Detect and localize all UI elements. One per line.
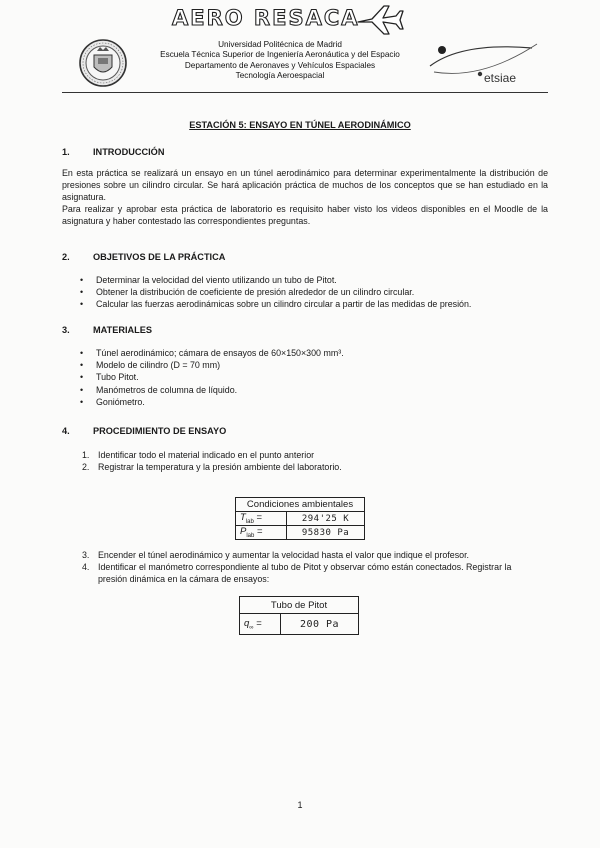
- university-name: Universidad Politécnica de Madrid: [218, 40, 342, 49]
- list-item: [82, 561, 542, 585]
- list-item: • Túnel aerodinámico; cámara de ensayos de 60×150×300 mm³.: [80, 347, 344, 359]
- pitot-table: [239, 596, 359, 635]
- step-number: 3.: [82, 550, 90, 560]
- step-number: 2.: [82, 462, 90, 473]
- pressure-value: 95830 Pa: [287, 526, 365, 540]
- section-number: 3.: [62, 325, 70, 335]
- step-text: Identificar el manómetro correspondiente al tubo de Pitot y observar cómo están conectados. Registrar la presión dinámica en la cámara de ensayos:: [98, 562, 512, 585]
- section-title: MATERIALES: [93, 325, 153, 335]
- section-title: INTRODUCCIÓN: [93, 147, 165, 157]
- list-item: [82, 549, 542, 561]
- row-label: $P_{lab}$ =: [236, 526, 287, 540]
- upm-seal-logo: [78, 37, 128, 89]
- header-divider: [62, 92, 548, 93]
- list-item: • Calcular las fuerzas aerodinámicas sobre un cilindro circular a partir de las medidas de presión.: [80, 298, 471, 310]
- document-title: ESTACIÓN 5: ENSAYO EN TÚNEL AERODINÁMICO: [189, 120, 411, 130]
- institution-header: [130, 40, 430, 82]
- objectives-list: [80, 274, 471, 311]
- step-text: Registrar la temperatura y la presión ambiente del laboratorio.: [98, 462, 342, 473]
- airplane-icon: [354, 2, 404, 38]
- step-text: Encender el túnel aerodinámico y aumentar la velocidad hasta el valor que indique el profesor.: [98, 550, 470, 560]
- materials-list: [80, 347, 344, 408]
- watermark-title: AERO RESACA: [172, 6, 360, 30]
- list-item: • Goniómetro.: [80, 396, 344, 408]
- list-item: [82, 461, 542, 473]
- row-label: $q_\infty$ =: [240, 614, 281, 635]
- step-number: 4.: [82, 562, 90, 573]
- page-number: 1: [297, 800, 303, 810]
- section-title: PROCEDIMIENTO DE ENSAYO: [93, 426, 227, 436]
- list-item: • Manómetros de columna de líquido.: [80, 384, 344, 396]
- list-item: • Modelo de cilindro (D = 70 mm): [80, 359, 344, 371]
- list-item: • Determinar la velocidad del viento utilizando un tubo de Pitot.: [80, 274, 471, 286]
- intro-paragraph: En esta práctica se realizará un ensayo en un túnel aerodinámico para determinar experimentalmente la distribución de presiones sobre un cilindro circular. Se hará aplicación práctica de muchos de los conceptos que se han estudiado en la asignatura.: [62, 168, 548, 203]
- temperature-value: 294'25 K: [287, 512, 365, 526]
- table-row: [236, 526, 365, 540]
- step-text: Identificar todo el material indicado en el punto anterior: [98, 450, 315, 460]
- procedure-steps-2: [82, 549, 542, 586]
- procedure-steps-1: [82, 449, 542, 473]
- section-number: 2.: [62, 252, 70, 262]
- dynamic-pressure-value: 200 Pa: [281, 614, 359, 635]
- table-row: [240, 614, 359, 635]
- row-label: $T_{lab}$ =: [236, 512, 287, 526]
- etsiae-logo: [422, 36, 552, 92]
- section-number: 4.: [62, 426, 70, 436]
- intro-requirement-paragraph: Para realizar y aprobar esta práctica de laboratorio es requisito haber visto los videos disponibles en el Moodle de la asignatura y haber contestado las correspondientes preguntas.: [62, 204, 548, 227]
- table-row: [236, 512, 365, 526]
- table-header: Condiciones ambientales: [236, 498, 365, 512]
- section-title: OBJETIVOS DE LA PRÁCTICA: [93, 252, 226, 262]
- list-item: • Tubo Pitot.: [80, 371, 344, 383]
- school-name: Escuela Técnica Superior de Ingeniería Aeronáutica y del Espacio: [160, 50, 400, 60]
- step-number: 1.: [82, 450, 90, 460]
- list-item: • Obtener la distribución de coeficiente de presión alrededor de un cilindro circular.: [80, 286, 471, 298]
- table-header: Tubo de Pitot: [240, 597, 359, 614]
- ambient-conditions-table: [235, 497, 365, 540]
- section-number: 1.: [62, 147, 70, 157]
- list-item: [82, 449, 542, 461]
- svg-text:etsiae: etsiae: [484, 71, 517, 85]
- area-name: Tecnología Aeroespacial: [235, 71, 325, 81]
- department-name: Departamento de Aeronaves y Vehículos Espaciales: [184, 60, 376, 70]
